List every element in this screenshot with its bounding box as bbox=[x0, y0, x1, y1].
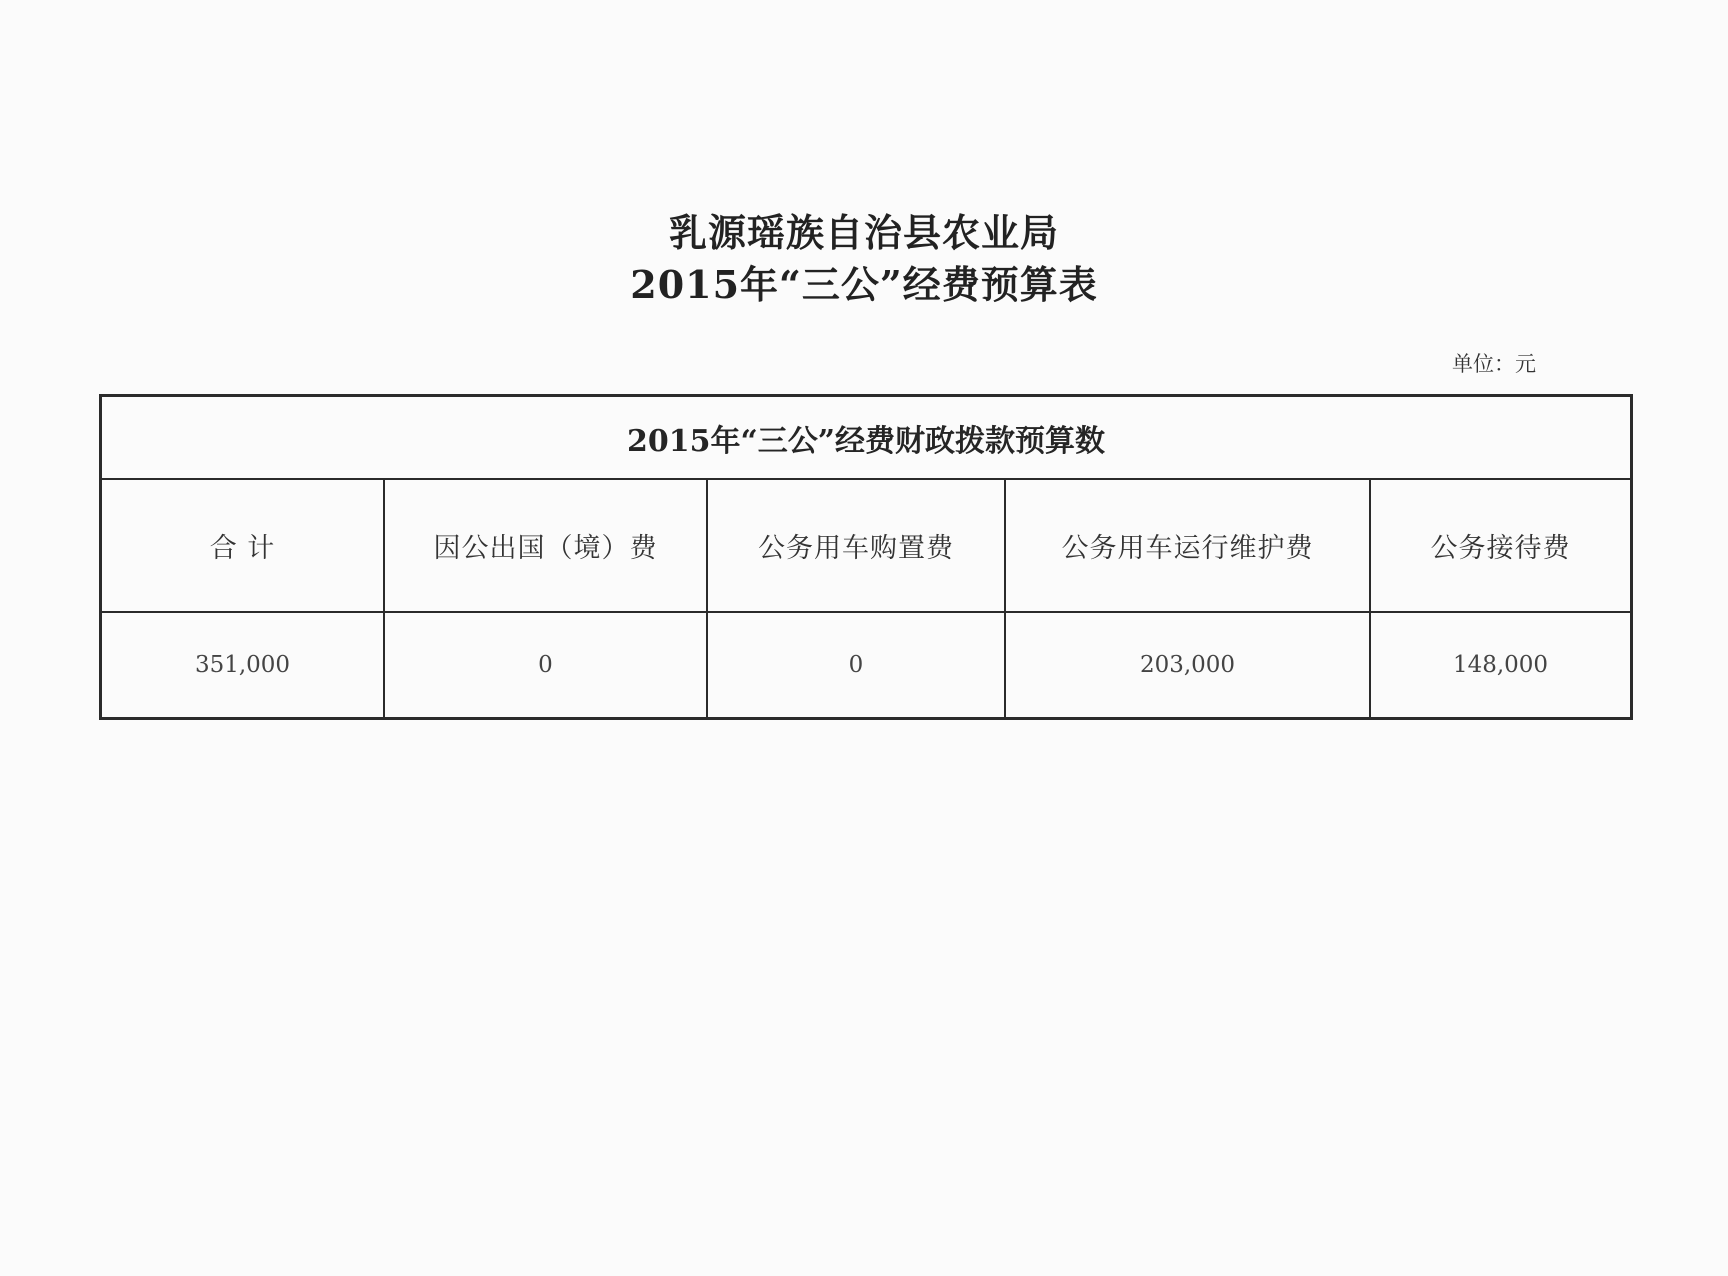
value-total: 351,000 bbox=[102, 613, 385, 717]
column-header-total: 合 计 bbox=[102, 480, 385, 611]
column-header-row bbox=[102, 480, 1630, 613]
value-vehicle-purchase: 0 bbox=[708, 613, 1006, 717]
value-vehicle-maintenance: 203,000 bbox=[1006, 613, 1371, 717]
unit-label: 单位：元 bbox=[1452, 352, 1536, 376]
value-overseas-travel: 0 bbox=[385, 613, 708, 717]
table-row bbox=[102, 613, 1630, 717]
column-header-reception: 公务接待费 bbox=[1430, 533, 1571, 564]
value-reception: 148,000 bbox=[1452, 652, 1549, 678]
table-header: 2015年“三公”经费财政拨款预算数 bbox=[102, 397, 1630, 480]
document-title-line2: 2015年“三公”经费预算表 bbox=[630, 262, 1098, 307]
document-title-line1: 乳源瑶族自治县农业局 bbox=[668, 210, 1059, 255]
column-header-vehicle-maintenance: 公务用车运行维护费 bbox=[1006, 480, 1371, 611]
column-header-vehicle-purchase: 公务用车购置费 bbox=[708, 480, 1006, 611]
budget-table bbox=[99, 394, 1633, 720]
column-header-overseas-travel: 因公出国（境）费 bbox=[385, 480, 708, 611]
